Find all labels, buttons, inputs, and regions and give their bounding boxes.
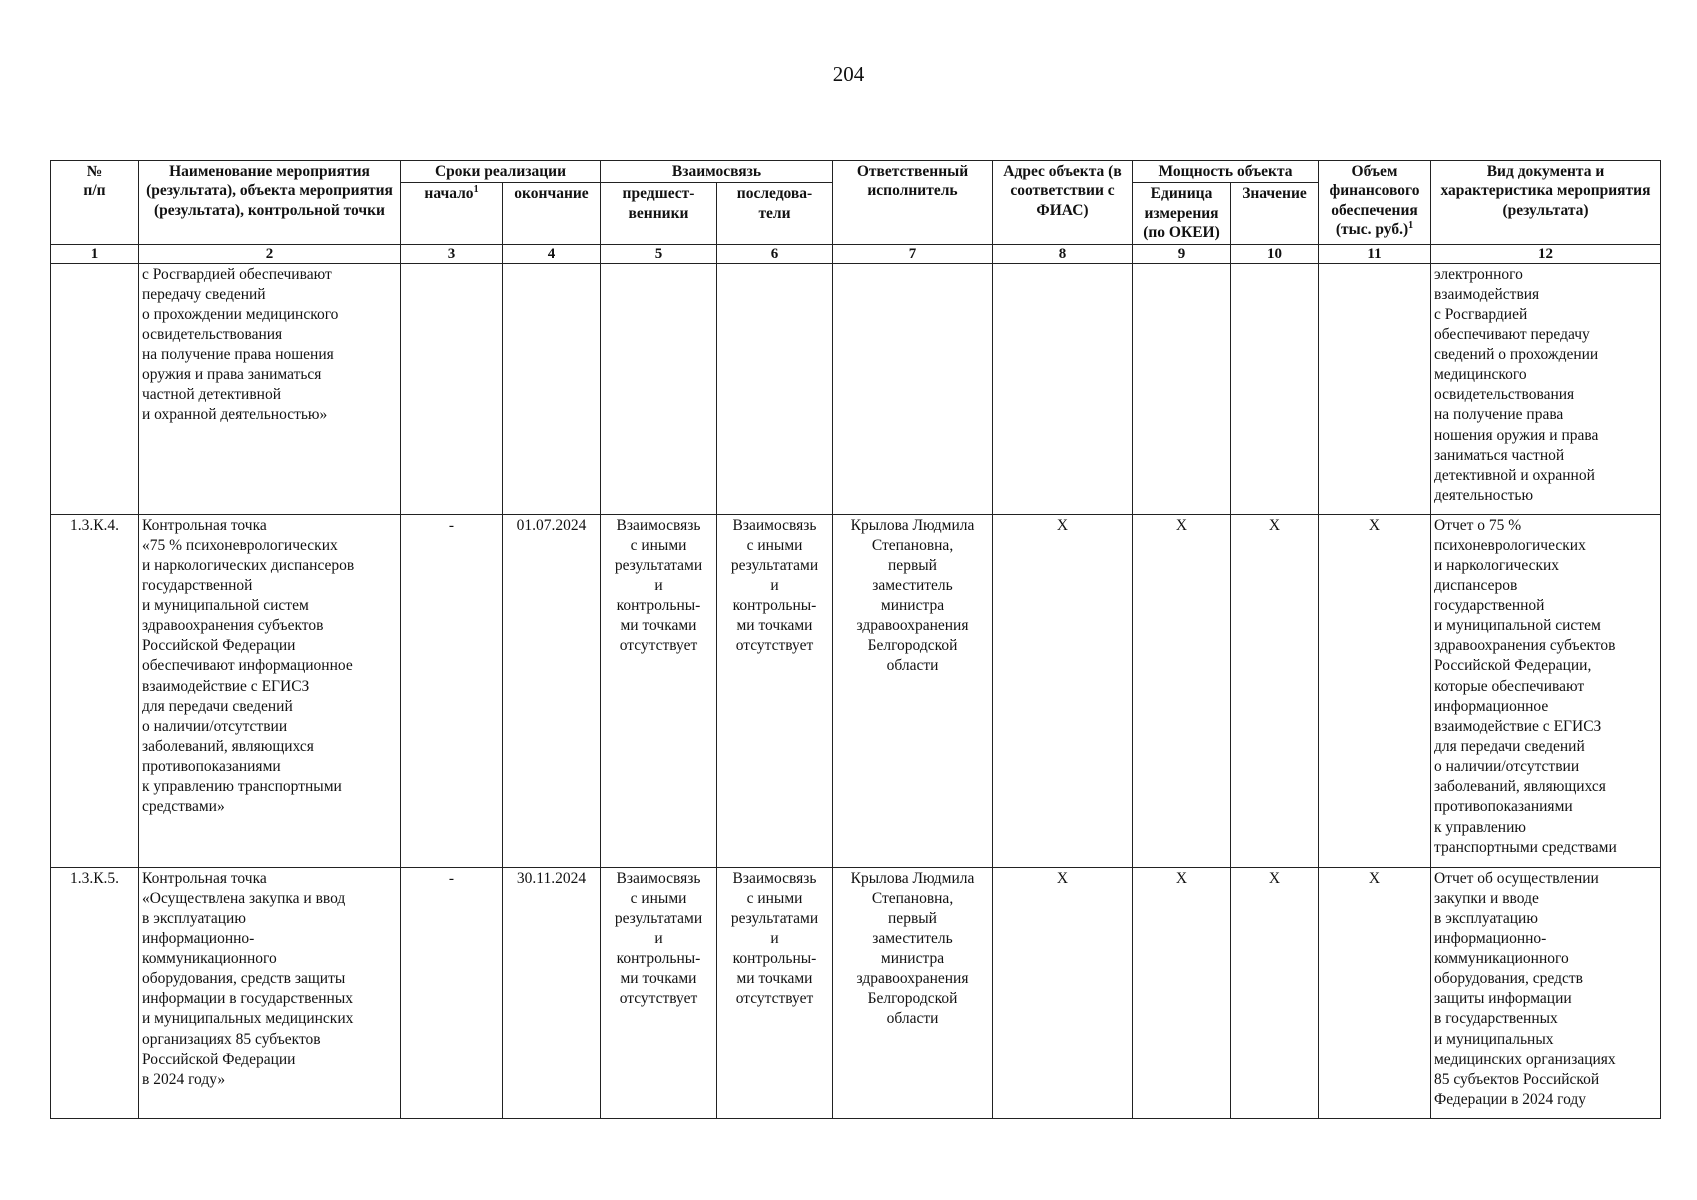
column-number: 1 (51, 244, 139, 263)
row-doc: Отчет о 75 % психоневрологических и наркологических диспансеров государственной и муниципальной систем здравоохранения субъектов Российской Федерации, которые обеспечивают информационное взаимодействие с ЕГИСЗ для передачи сведений о наличии/отсутствии заболеваний, являющихся противопоказаниями к управлению транспортными средствами (1431, 514, 1661, 867)
row-end: 30.11.2024 (503, 867, 601, 1118)
row-funding (1319, 263, 1431, 514)
row-value: X (1231, 867, 1319, 1118)
header-name: Наименование мероприятия (результата), объекта мероприятия (результата), контрольной точки (139, 161, 401, 245)
header-num: № п/п (51, 161, 139, 245)
row-predecessors: Взаимосвязь с иными результатами и контрольны- ми точками отсутствует (601, 867, 717, 1118)
row-unit: X (1133, 867, 1231, 1118)
row-funding: X (1319, 867, 1431, 1118)
column-number: 8 (993, 244, 1133, 263)
row-start: - (401, 867, 503, 1118)
row-name: Контрольная точка «75 % психоневрологических и наркологических диспансеров государственной и муниципальной систем здравоохранения субъектов Российской Федерации обеспечивают информационное взаимодействие с ЕГИСЗ для передачи сведений о наличии/отсутствии заболеваний, являющихся противопоказаниями к управлению транспортными средствами» (139, 514, 401, 867)
row-num (51, 263, 139, 514)
column-number: 6 (717, 244, 833, 263)
column-number: 3 (401, 244, 503, 263)
header-start-sup: 1 (473, 184, 479, 196)
row-unit: X (1133, 514, 1231, 867)
row-successors (717, 263, 833, 514)
row-predecessors: Взаимосвязь с иными результатами и контрольны- ми точками отсутствует (601, 514, 717, 867)
row-address (993, 263, 1133, 514)
header-responsible: Ответственный исполнитель (833, 161, 993, 245)
row-end: 01.07.2024 (503, 514, 601, 867)
table-row (51, 514, 1661, 867)
header-unit: Единица измерения (по ОКЕИ) (1133, 183, 1231, 244)
row-end (503, 263, 601, 514)
row-successors: Взаимосвязь с иными результатами и контрольны- ми точками отсутствует (717, 514, 833, 867)
row-doc: электронного взаимодействия с Росгвардией обеспечивают передачу сведений о прохождении медицинского освидетельствования на получение права ношения оружия и права заниматься частной детективной и охранной деятельностью (1431, 263, 1661, 514)
row-responsible (833, 263, 993, 514)
header-address: Адрес объекта (в соответствии с ФИАС) (993, 161, 1133, 245)
column-number: 11 (1319, 244, 1431, 263)
column-number-row (51, 244, 1661, 263)
header-end: окончание (503, 183, 601, 244)
header-capacity: Мощность объекта (1133, 161, 1319, 183)
row-start: - (401, 514, 503, 867)
header-funding-text: Объем финансового обеспечения (тыс. руб.) (1329, 163, 1420, 239)
header-relation: Взаимосвязь (601, 161, 833, 183)
column-number: 4 (503, 244, 601, 263)
row-start (401, 263, 503, 514)
row-value (1231, 263, 1319, 514)
row-responsible: Крылова Людмила Степановна, первый заместитель министра здравоохранения Белгородской области (833, 867, 993, 1118)
header-start-text: начало (424, 185, 474, 203)
row-successors: Взаимосвязь с иными результатами и контрольны- ми точками отсутствует (717, 867, 833, 1118)
row-unit (1133, 263, 1231, 514)
row-responsible: Крылова Людмила Степановна, первый заместитель министра здравоохранения Белгородской области (833, 514, 993, 867)
row-funding: X (1319, 514, 1431, 867)
column-number: 12 (1431, 244, 1661, 263)
row-value: X (1231, 514, 1319, 867)
row-name: с Росгвардией обеспечивают передачу сведений о прохождении медицинского освидетельствования на получение права ношения оружия и права заниматься частной детективной и охранной деятельностью» (139, 263, 401, 514)
column-number: 2 (139, 244, 401, 263)
column-number: 7 (833, 244, 993, 263)
header-funding (1319, 161, 1431, 245)
column-number: 9 (1133, 244, 1231, 263)
row-num: 1.3.К.5. (51, 867, 139, 1118)
header-row-1 (51, 161, 1661, 183)
row-predecessors (601, 263, 717, 514)
table-row (51, 263, 1661, 514)
header-start (401, 183, 503, 244)
header-value: Значение (1231, 183, 1319, 244)
row-doc: Отчет об осуществлении закупки и вводе в эксплуатацию информационно- коммуникационного оборудования, средств защиты информации в государственных и муниципальных медицинских организациях 85 субъектов Российской Федерации в 2024 году (1431, 867, 1661, 1118)
header-terms: Сроки реализации (401, 161, 601, 183)
row-address: X (993, 514, 1133, 867)
plan-table (50, 160, 1661, 1119)
header-successors: последова- тели (717, 183, 833, 244)
row-num: 1.3.К.4. (51, 514, 139, 867)
row-address: X (993, 867, 1133, 1118)
header-predecessors: предшест- венники (601, 183, 717, 244)
column-number: 10 (1231, 244, 1319, 263)
table-row (51, 867, 1661, 1118)
column-number: 5 (601, 244, 717, 263)
header-funding-sup: 1 (1408, 220, 1414, 232)
header-doc-type: Вид документа и характеристика мероприятия (результата) (1431, 161, 1661, 245)
page-number: 204 (832, 62, 865, 86)
row-name: Контрольная точка «Осуществлена закупка и ввод в эксплуатацию информационно- коммуникационного оборудования, средств защиты информации в государственных и муниципальных медицинских организациях 85 субъектов Российской Федерации в 2024 году» (139, 867, 401, 1118)
